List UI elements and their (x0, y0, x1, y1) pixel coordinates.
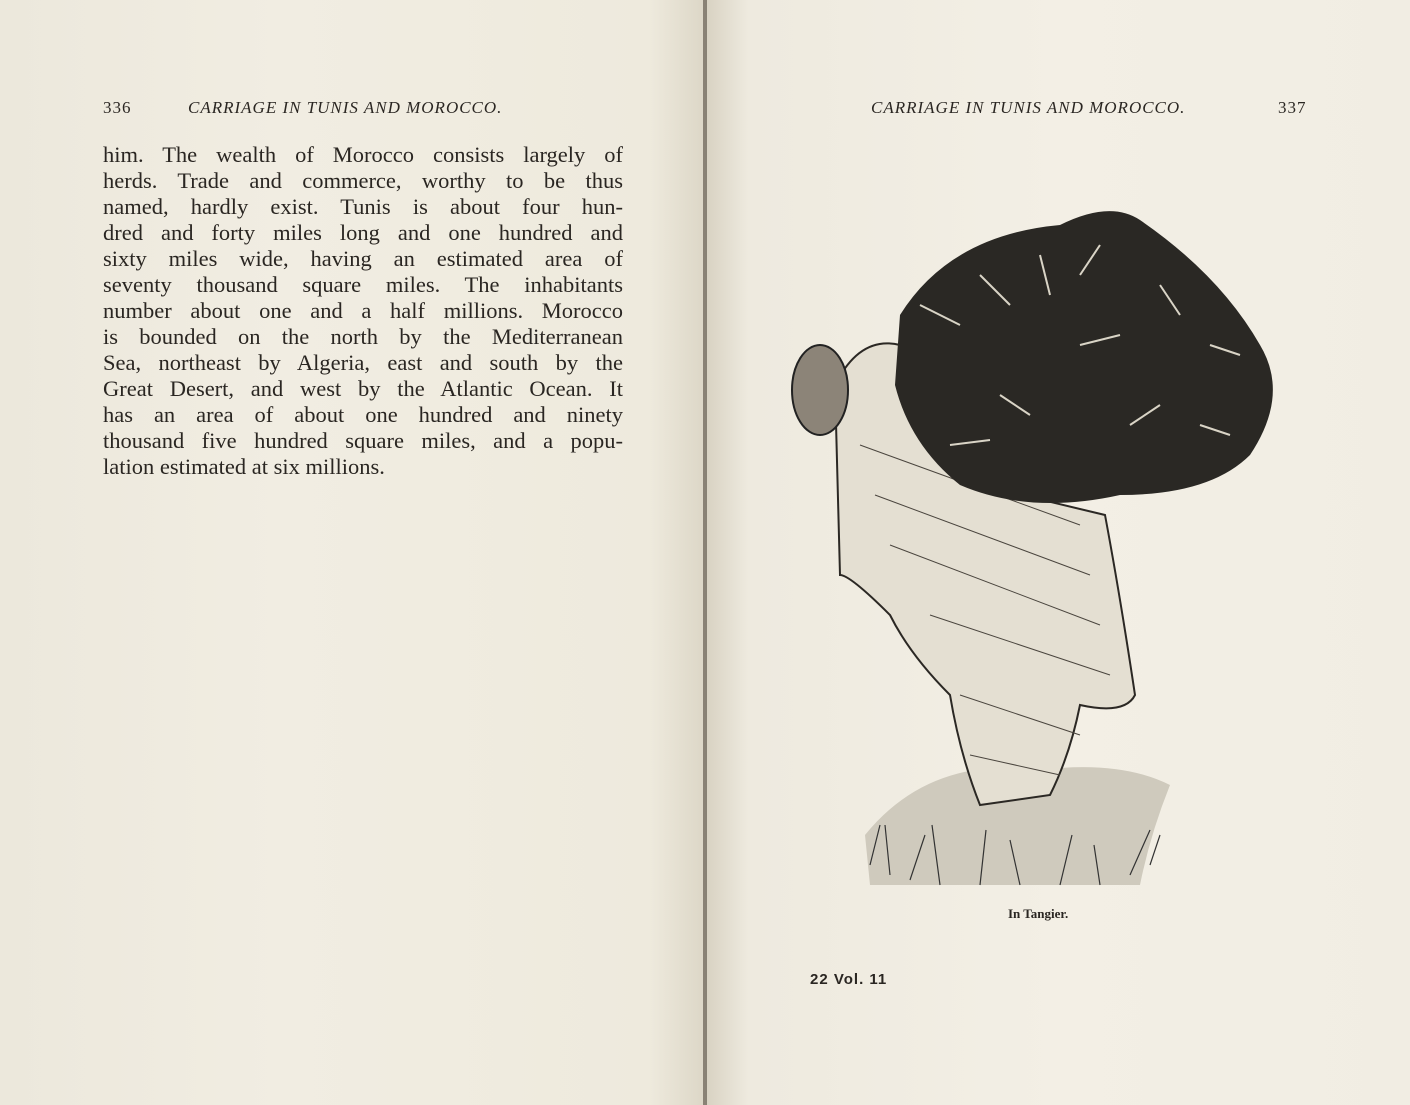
text-line: herds. Trade and commerce, worthy to be thus (103, 168, 623, 193)
running-head-right: CARRIAGE IN TUNIS AND MOROCCO. (871, 98, 1186, 117)
face (792, 345, 848, 435)
page-number-right: 337 (1278, 98, 1307, 117)
text-line: Great Desert, and west by the Atlantic Ocean. It (103, 376, 623, 401)
illustration-woman-carrying-bundle (780, 195, 1310, 895)
text-line: him. The wealth of Morocco consists largely of (103, 142, 623, 167)
bundle (895, 211, 1273, 503)
text-line: Sea, northeast by Algeria, east and south by the (103, 350, 623, 375)
text-line: dred and forty miles long and one hundred and (103, 220, 623, 245)
text-line: sixty miles wide, having an estimated area of (103, 246, 623, 271)
text-line: is bounded on the north by the Mediterranean (103, 324, 623, 349)
text-line: seventy thousand square miles. The inhabitants (103, 272, 623, 297)
text-line: has an area of about one hundred and ninety (103, 402, 623, 427)
page-number-left: 336 (103, 98, 132, 117)
running-head-left: CARRIAGE IN TUNIS AND MOROCCO. (188, 98, 503, 117)
signature-mark: 22 Vol. 11 (810, 971, 888, 988)
text-line: number about one and a half millions. Morocco (103, 298, 623, 323)
body-text (103, 142, 623, 480)
book-spine (703, 0, 707, 1105)
text-line: thousand five hundred square miles, and a popu- (103, 428, 623, 453)
illustration-caption: In Tangier. (1008, 906, 1069, 921)
text-line: named, hardly exist. Tunis is about four hun- (103, 194, 623, 219)
text-line: lation estimated at six millions. (103, 454, 385, 479)
